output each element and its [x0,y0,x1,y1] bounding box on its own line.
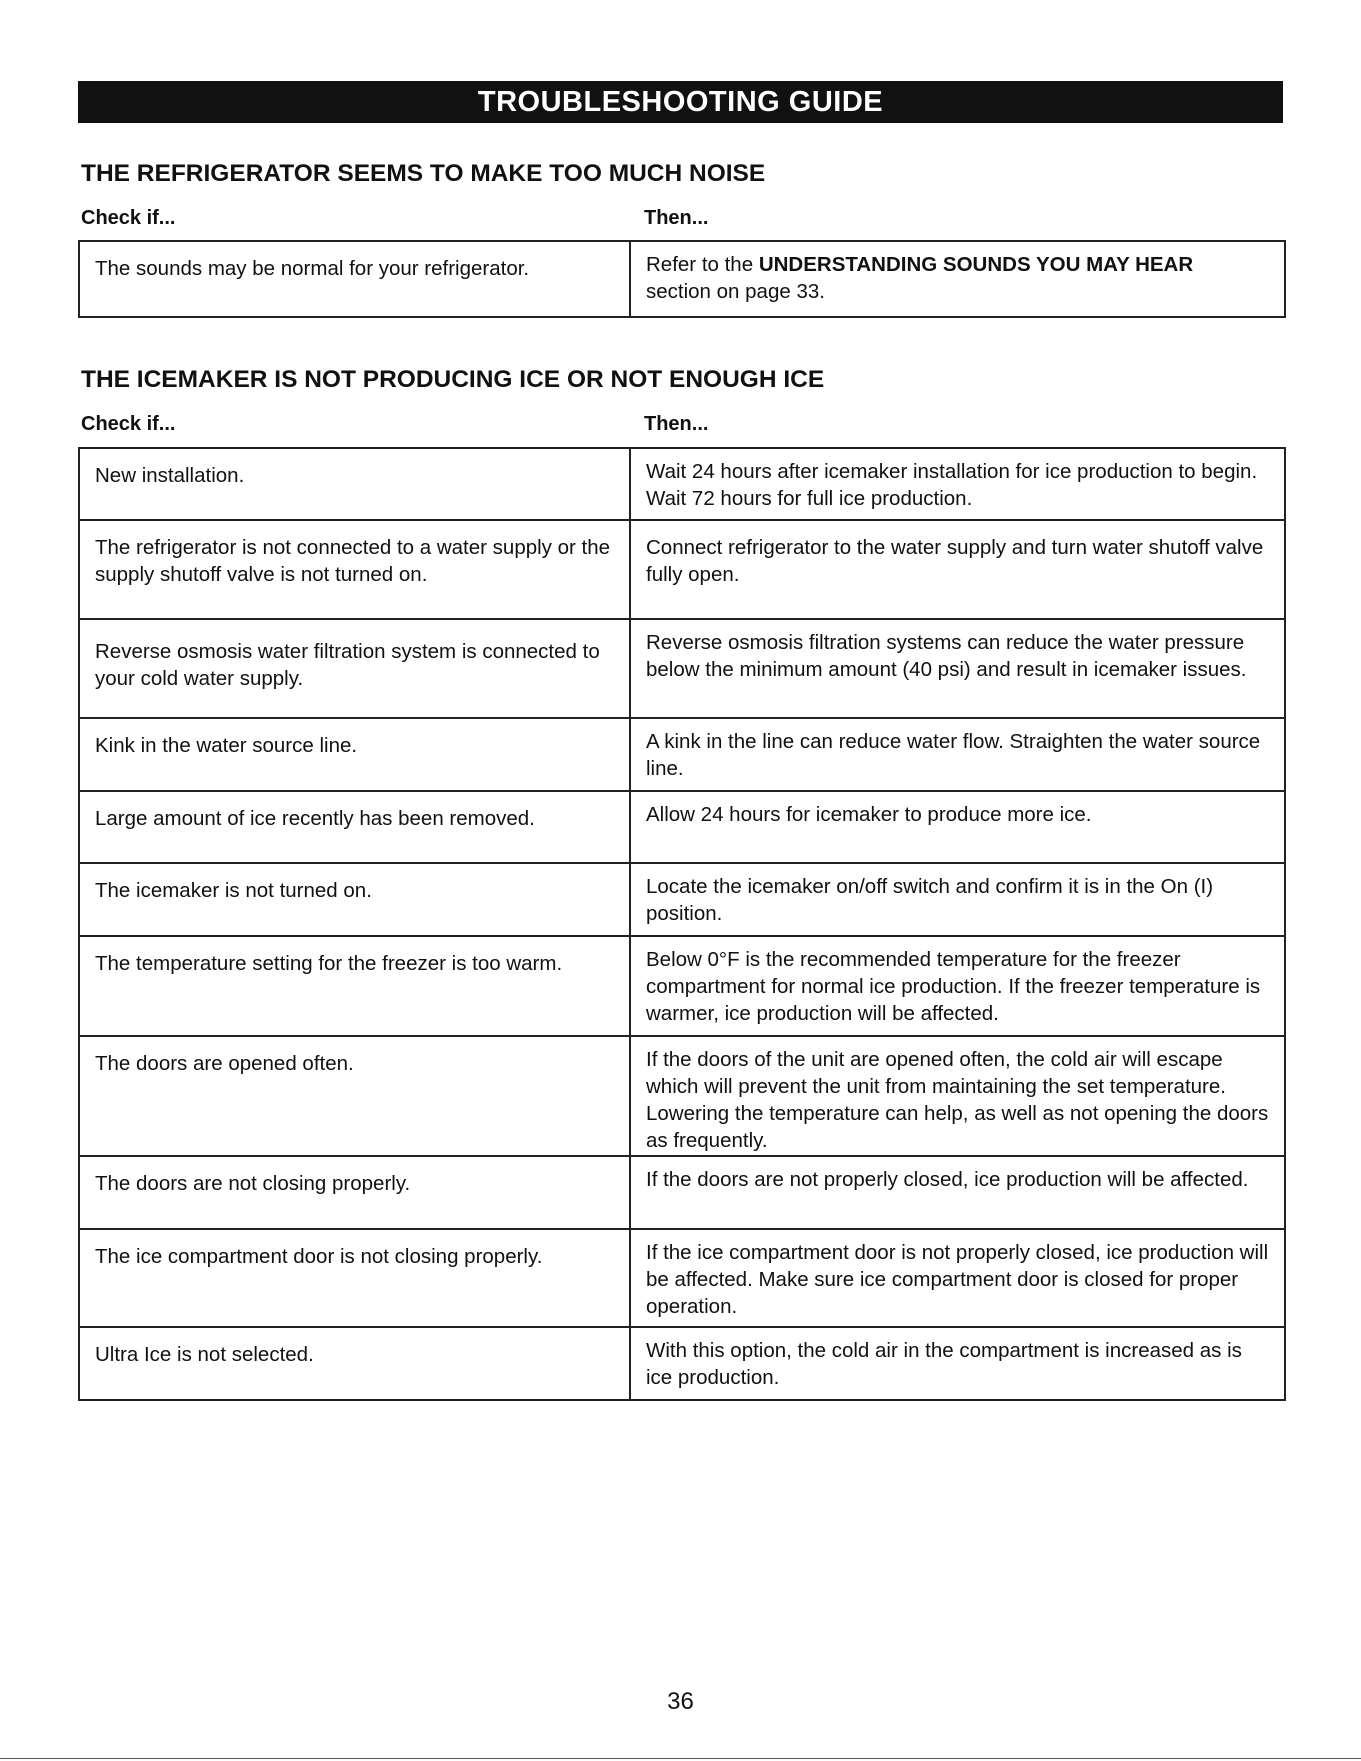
table-row [79,1156,1285,1229]
section-title-noise: THE REFRIGERATOR SEEMS TO MAKE TOO MUCH NOISE [81,160,766,187]
then-cell: If the ice compartment door is not properly closed, ice production will be affected. Make sure ice compartment door is closed for proper operation. [630,1229,1285,1327]
check-if-header: Check if... [81,207,176,229]
icemaker-table [78,447,1286,1401]
check-if-header: Check if... [81,413,176,435]
noise-table [78,240,1286,318]
sounds-section-reference: UNDERSTANDING SOUNDS YOU MAY HEAR [758,253,1194,276]
check-cell: The refrigerator is not connected to a water supply or the supply shutoff valve is not turned on. [79,520,630,619]
table-row [79,1036,1285,1156]
then-cell: Allow 24 hours for icemaker to produce more ice. [630,791,1285,863]
table-row [79,619,1285,718]
then-cell [630,241,1285,317]
check-cell: The doors are opened often. [79,1036,630,1156]
table-row [79,718,1285,791]
then-header: Then... [644,413,709,435]
then-cell: With this option, the cold air in the compartment is increased as is ice production. [630,1327,1285,1400]
check-cell: Large amount of ice recently has been removed. [79,791,630,863]
check-cell: The sounds may be normal for your refrigerator. [79,241,630,317]
check-cell: Kink in the water source line. [79,718,630,791]
check-cell: Ultra Ice is not selected. [79,1327,630,1400]
page-number: 36 [667,1688,694,1715]
table-row [79,791,1285,863]
table-row [79,1229,1285,1327]
table-row [79,936,1285,1036]
then-header: Then... [644,207,709,229]
then-text-prefix: Refer to the [646,253,759,276]
table-row [79,448,1285,520]
then-cell: Wait 24 hours after icemaker installation for ice production to begin. Wait 72 hours for full ice production. [630,448,1285,520]
table-row [79,520,1285,619]
then-cell: Reverse osmosis filtration systems can reduce the water pressure below the minimum amount (40 psi) and result in icemaker issues. [630,619,1285,718]
check-cell: The ice compartment door is not closing properly. [79,1229,630,1327]
table-row [79,1327,1285,1400]
section-title-icemaker: THE ICEMAKER IS NOT PRODUCING ICE OR NOT ENOUGH ICE [81,366,825,393]
table-row [79,241,1285,317]
check-cell: New installation. [79,448,630,520]
then-cell: Below 0°F is the recommended temperature for the freezer compartment for normal ice production. If the freezer temperature is warmer, ice production will be affected. [630,936,1285,1036]
then-cell: Locate the icemaker on/off switch and confirm it is in the On (I) position. [630,863,1285,936]
then-cell: If the doors are not properly closed, ice production will be affected. [630,1156,1285,1229]
then-text-suffix: section on page 33. [646,280,825,303]
page-title: TROUBLESHOOTING GUIDE [477,85,884,118]
bottom-rule [0,1758,1361,1759]
then-cell: Connect refrigerator to the water supply and turn water shutoff valve fully open. [630,520,1285,619]
then-cell: A kink in the line can reduce water flow. Straighten the water source line. [630,718,1285,791]
check-cell: The doors are not closing properly. [79,1156,630,1229]
then-cell: If the doors of the unit are opened often, the cold air will escape which will prevent the unit from maintaining the set temperature. Lowering the temperature can help, as well as not opening the doors as frequently. [630,1036,1285,1156]
check-cell: Reverse osmosis water filtration system is connected to your cold water supply. [79,619,630,718]
page-banner [78,81,1283,123]
check-cell: The temperature setting for the freezer is too warm. [79,936,630,1036]
check-cell: The icemaker is not turned on. [79,863,630,936]
table-row [79,863,1285,936]
